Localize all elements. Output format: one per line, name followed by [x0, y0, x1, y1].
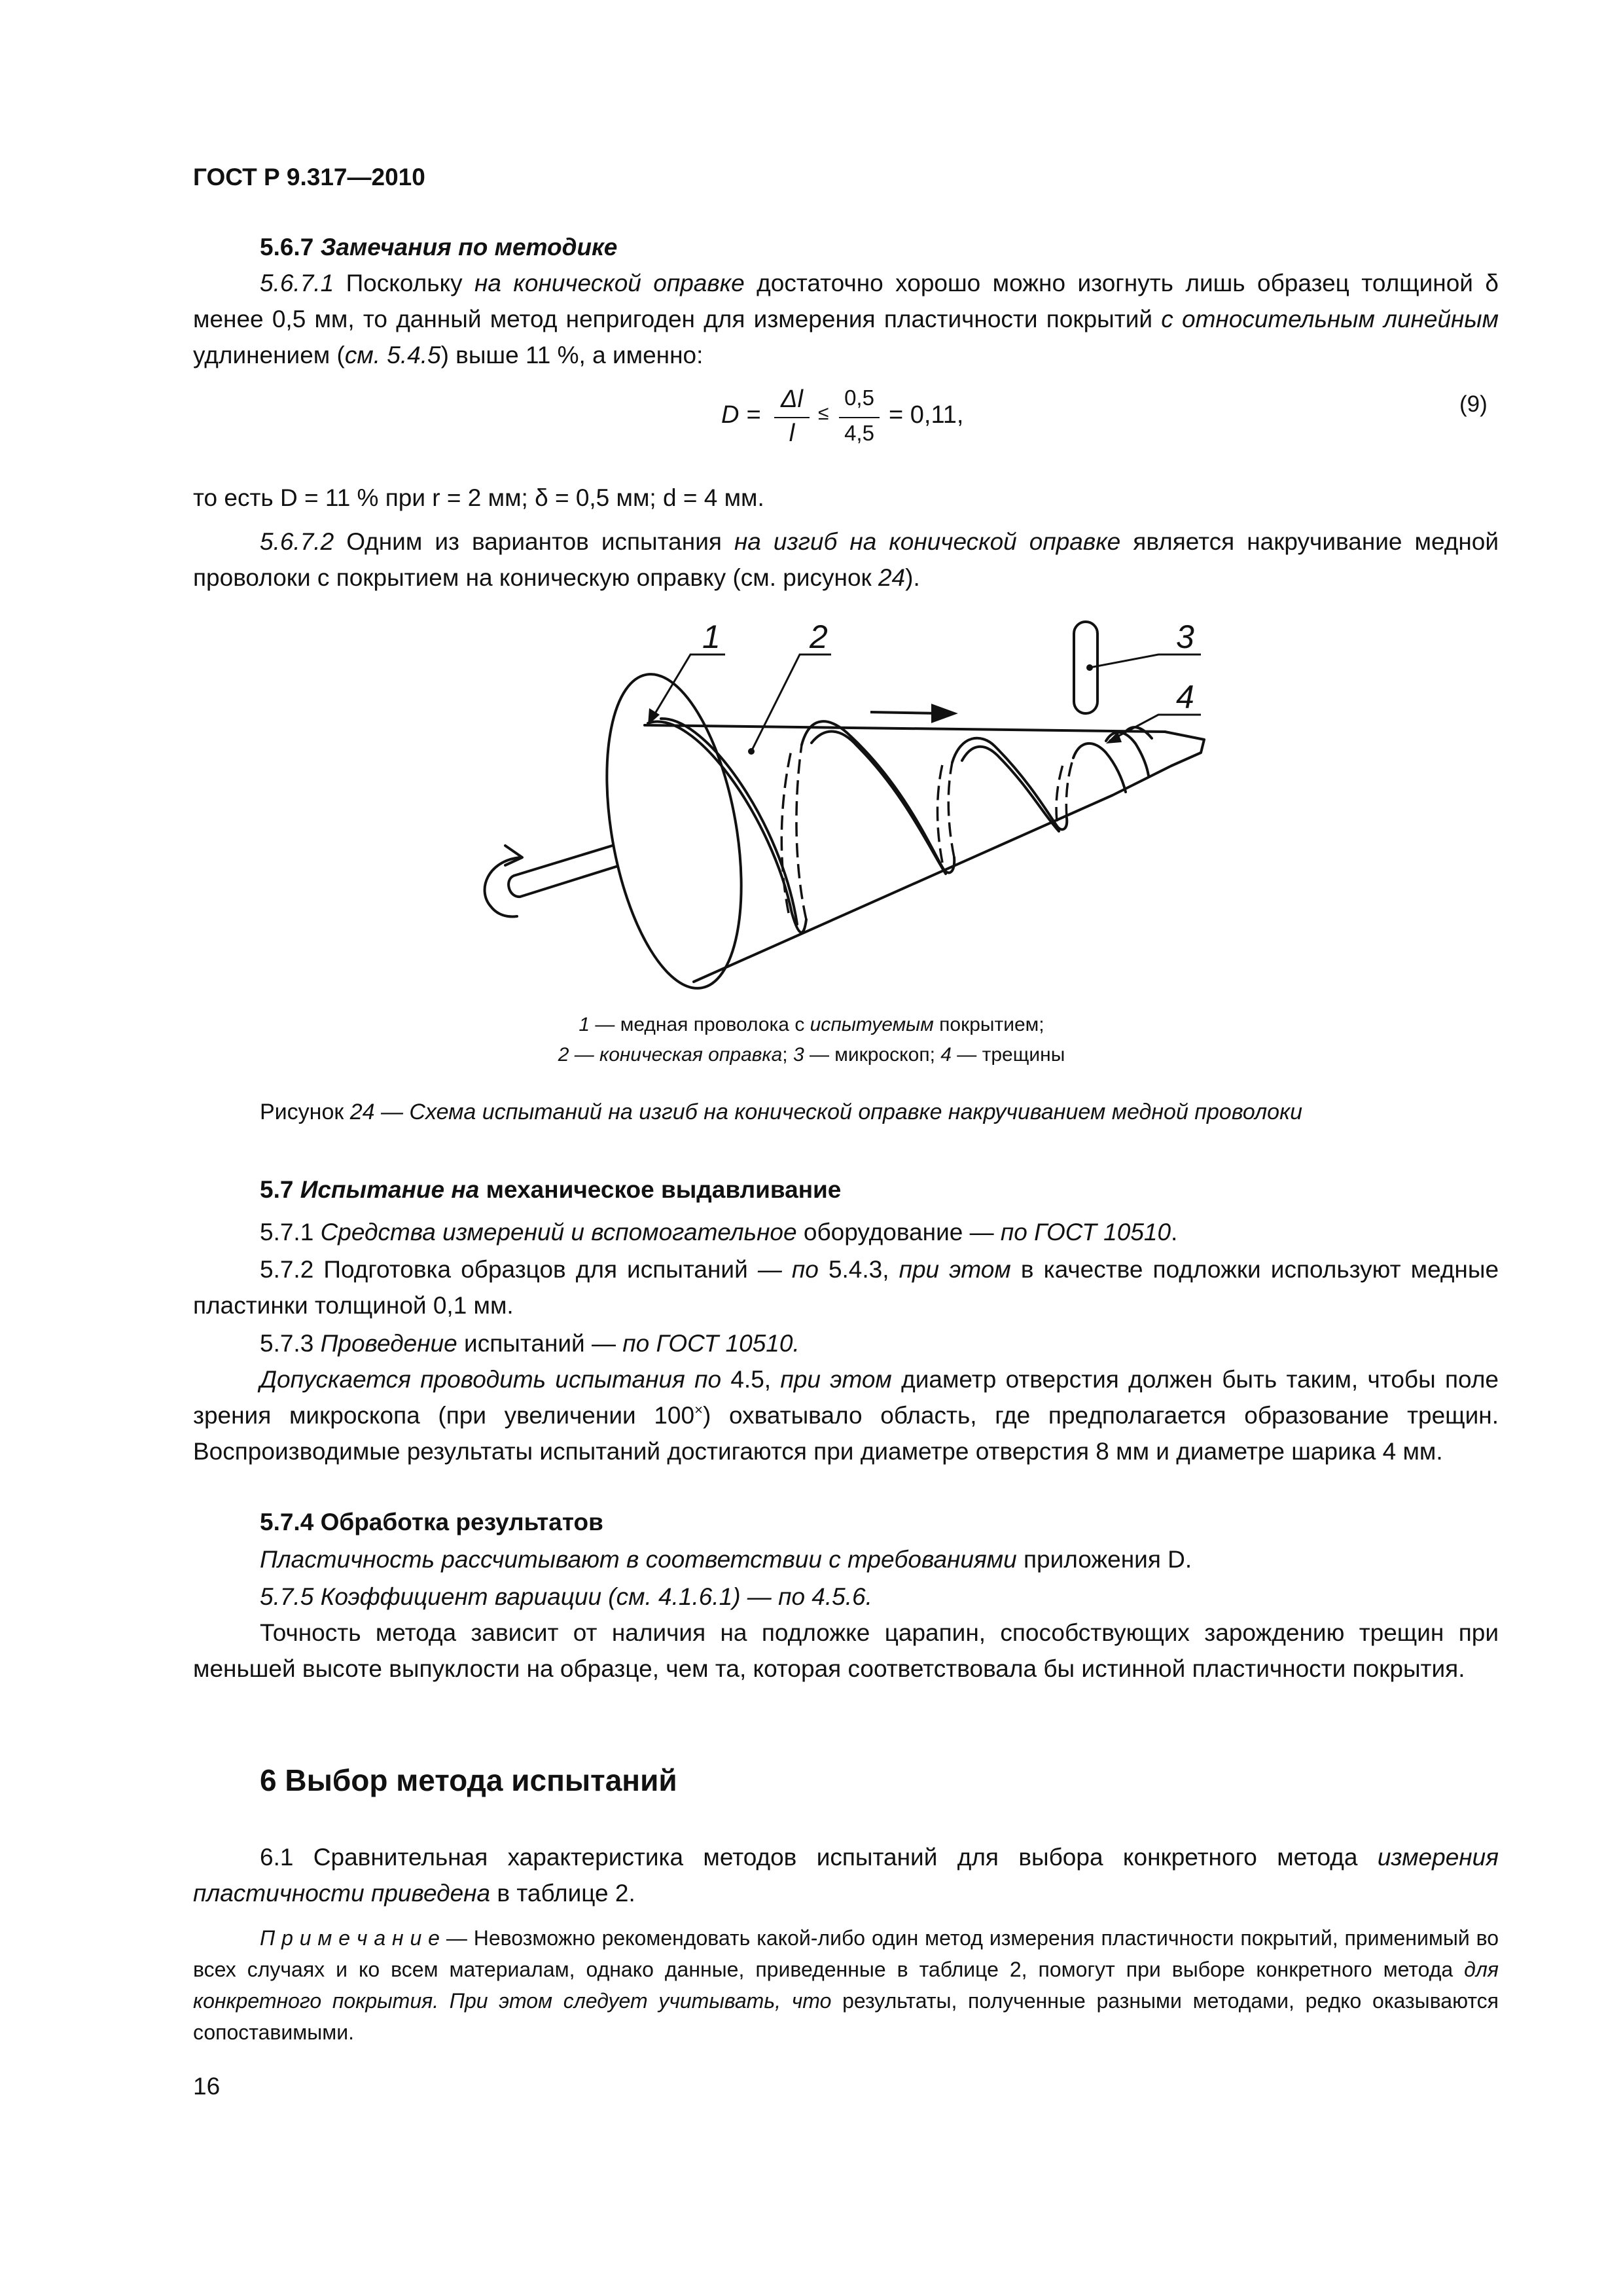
wire-turn-3-inner [962, 747, 1059, 831]
legend-number: 3 [793, 1044, 804, 1066]
paragraph-5-7-5: 5.7.5 Коэффициент вариации (см. 4.1.6.1) — по 4.5.6. [260, 1583, 872, 1610]
leader-line-3 [1090, 655, 1201, 668]
text: приложения D. [1016, 1546, 1192, 1573]
legend-text: ; [782, 1044, 793, 1066]
wire-hidden-3b [1056, 762, 1063, 821]
text: достаточно хорошо можно изогнуть лишь образец толщиной δ менее 0,5 мм, то данный метод непригоден для измерения пластичности покрытий [193, 270, 1499, 332]
text: 6.1 Сравнительная характеристика методов испытаний для выбора конкретного метода [260, 1844, 1378, 1871]
text: в качестве подложки используют медные пластинки толщиной 0,1 мм. [193, 1256, 1499, 1319]
clause-number: 5.7.2 [260, 1256, 314, 1283]
leader-dot-3 [1086, 664, 1093, 671]
figure-label-1: 1 [702, 619, 721, 655]
text-italic: Пластичность рассчитывают в соответствии с требованиями [260, 1546, 1017, 1573]
text-italic: см. 5.4.5 [344, 342, 441, 368]
text-italic: при этом [780, 1366, 892, 1393]
figure-label-2: 2 [810, 619, 828, 655]
legend-line-1 [0, 1010, 1623, 1040]
text: удлинением ( [193, 342, 345, 368]
wire-hidden-2 [948, 762, 954, 857]
text: ) охватывало область, где предполагается образование трещин. Воспроизводимые результаты испытаний достигаются при диаметре отверстия 8 мм и диаметре шарика 4 мм. [193, 1402, 1499, 1465]
formula-explanation: то есть D = 11 % при r = 2 мм; δ = 0,5 мм; d = 4 мм. [193, 484, 764, 511]
text: 5.4.3, [818, 1256, 899, 1283]
legend-number: 1 [579, 1014, 590, 1035]
legend-text-italic: 2 — коническая оправка [558, 1044, 783, 1066]
text: в таблице 2. [490, 1880, 635, 1907]
text-italic: Допускается проводить испытания по [260, 1366, 722, 1393]
wire-turn-2-inner [812, 732, 946, 874]
paragraph-5-7-5-text: Точность метода зависит от наличия на подложке царапин, способствующих зарождению трещин при меньшей высоте выпуклости на образце, чем та, которая соответствовала бы истинной пластичности покрытия. [193, 1619, 1499, 1682]
wire-hidden-3 [1066, 758, 1073, 818]
note-text: результаты, полученные разными методами, редко оказываются сопоставимыми. [193, 1989, 1499, 2044]
fraction-denominator-1: l [789, 420, 795, 447]
fraction-denominator-2: 4,5 [844, 421, 874, 445]
text-italic: на изгиб на конической оправке [734, 528, 1121, 555]
paragraph-5-7-4 [260, 1541, 1192, 1577]
figure-label-3: 3 [1176, 619, 1194, 655]
paragraph-5-7-3 [260, 1325, 800, 1361]
rotation-arrowhead-icon [505, 846, 522, 865]
section-5-7-4-title: 5.7.4 Обработка результатов [260, 1509, 603, 1535]
caption-prefix: Рисунок [260, 1100, 350, 1124]
paragraph-5-7-2 [193, 1251, 1499, 1323]
section-title: механическое выдавливание [479, 1176, 842, 1203]
paragraph-6-1 [193, 1839, 1499, 1911]
text: ) выше 11 %, а именно: [440, 342, 704, 368]
legend-text: — медная проволока с [590, 1014, 810, 1035]
text: . [1171, 1219, 1178, 1246]
legend-text-italic: испытуемым [810, 1014, 934, 1035]
note [193, 1922, 1499, 2048]
note-text: — Невозможно рекомендовать какой-либо один метод измерения пластичности покрытий, применимый во всех случаях и ко всем материалам, однако данные, приведенные в таблице 2, помогут при выборе конкретного метода [193, 1926, 1499, 1981]
formula-number: (9) [1459, 391, 1488, 417]
clause-number: 5.6.7.2 [260, 528, 334, 555]
section-title-italic: Испытание на [300, 1176, 480, 1203]
text: диаметр отверстия должен быть таким, чтобы поле зрения микроскопа (при увеличении 100 [193, 1366, 1499, 1429]
rotation-arrow [485, 857, 520, 916]
fraction-numerator-2: 0,5 [844, 386, 874, 410]
leader-dot-2 [748, 748, 755, 755]
formula-rhs: = 0,11, [889, 401, 964, 429]
text-italic: при этом [899, 1256, 1011, 1283]
text: 4.5, [721, 1366, 781, 1393]
text-italic: по ГОСТ 10510 [1000, 1219, 1171, 1246]
note-label: П р и м е ч а н и е [260, 1926, 440, 1950]
cone-base [585, 664, 763, 999]
text: Одним из вариантов испытания [334, 528, 734, 555]
legend-text: — трещины [951, 1044, 1065, 1066]
text: ). [905, 564, 920, 591]
document-header: ГОСТ Р 9.317—2010 [193, 164, 425, 190]
text-italic: по ГОСТ 10510. [622, 1330, 800, 1357]
clause-number: 5.6.7.1 [260, 270, 334, 296]
text: Подготовка образцов для испытаний [313, 1256, 758, 1283]
section-number: 5.6.7 [260, 234, 314, 260]
paragraph-5-7-3-note [193, 1361, 1499, 1469]
note-text-italic: для конкретного покрытия. При этом следует учитывать, что [193, 1958, 1499, 2013]
legend-text: — микроскоп; [804, 1044, 941, 1066]
wire-hidden-1 [796, 745, 806, 920]
cone-bottom-edge [694, 766, 1171, 982]
cone-tip [1165, 732, 1204, 766]
text-italic: Проведение [320, 1330, 457, 1357]
direction-arrowhead-icon [933, 706, 954, 721]
section-6-title: 6 Выбор метода испытаний [260, 1763, 677, 1797]
section-number: 5.7 [260, 1176, 294, 1203]
legend-line-2 [0, 1040, 1623, 1070]
wire-turn-4 [1073, 744, 1126, 792]
fraction-numerator-1: Δl [781, 386, 803, 413]
text: испытаний — [457, 1330, 623, 1357]
caption-text: 24 — Схема испытаний на изгиб на конической оправке накручиванием медной проволоки [349, 1100, 1303, 1124]
page-number: 16 [193, 2073, 221, 2100]
clause-number: 5.7.3 [260, 1330, 314, 1357]
text-italic: Средства измерений и вспомогательное [320, 1219, 797, 1246]
legend-text: покрытием; [933, 1014, 1044, 1035]
text-italic: — по [757, 1256, 819, 1283]
text-italic: на конической оправке [474, 270, 745, 296]
figure-legend [0, 1010, 1623, 1070]
figure-label-4: 4 [1176, 679, 1194, 715]
section-title: Замечания по методике [320, 234, 618, 260]
text: является накручивание медной проволоки с покрытием на коническую оправку (см. рисунок [193, 528, 1499, 591]
figure-caption [260, 1096, 1302, 1128]
superscript: × [694, 1401, 703, 1418]
text-italic: 24 [878, 564, 906, 591]
wire-hidden-2b [938, 764, 943, 863]
text: оборудование — [796, 1219, 1001, 1246]
clause-number: 5.7.1 [260, 1219, 314, 1246]
le-sign: ≤ [818, 403, 829, 424]
text-italic: с относительным линейным [1161, 306, 1499, 332]
formula-lhs: D = [721, 401, 761, 429]
text: Поскольку [334, 270, 475, 296]
section-5-7-title [260, 1172, 841, 1208]
paragraph-5-7-1 [260, 1214, 1177, 1250]
text-italic: измерения пластичности приведена [193, 1844, 1499, 1907]
cone-top-edge [645, 725, 1165, 732]
legend-number: 4 [940, 1044, 952, 1066]
